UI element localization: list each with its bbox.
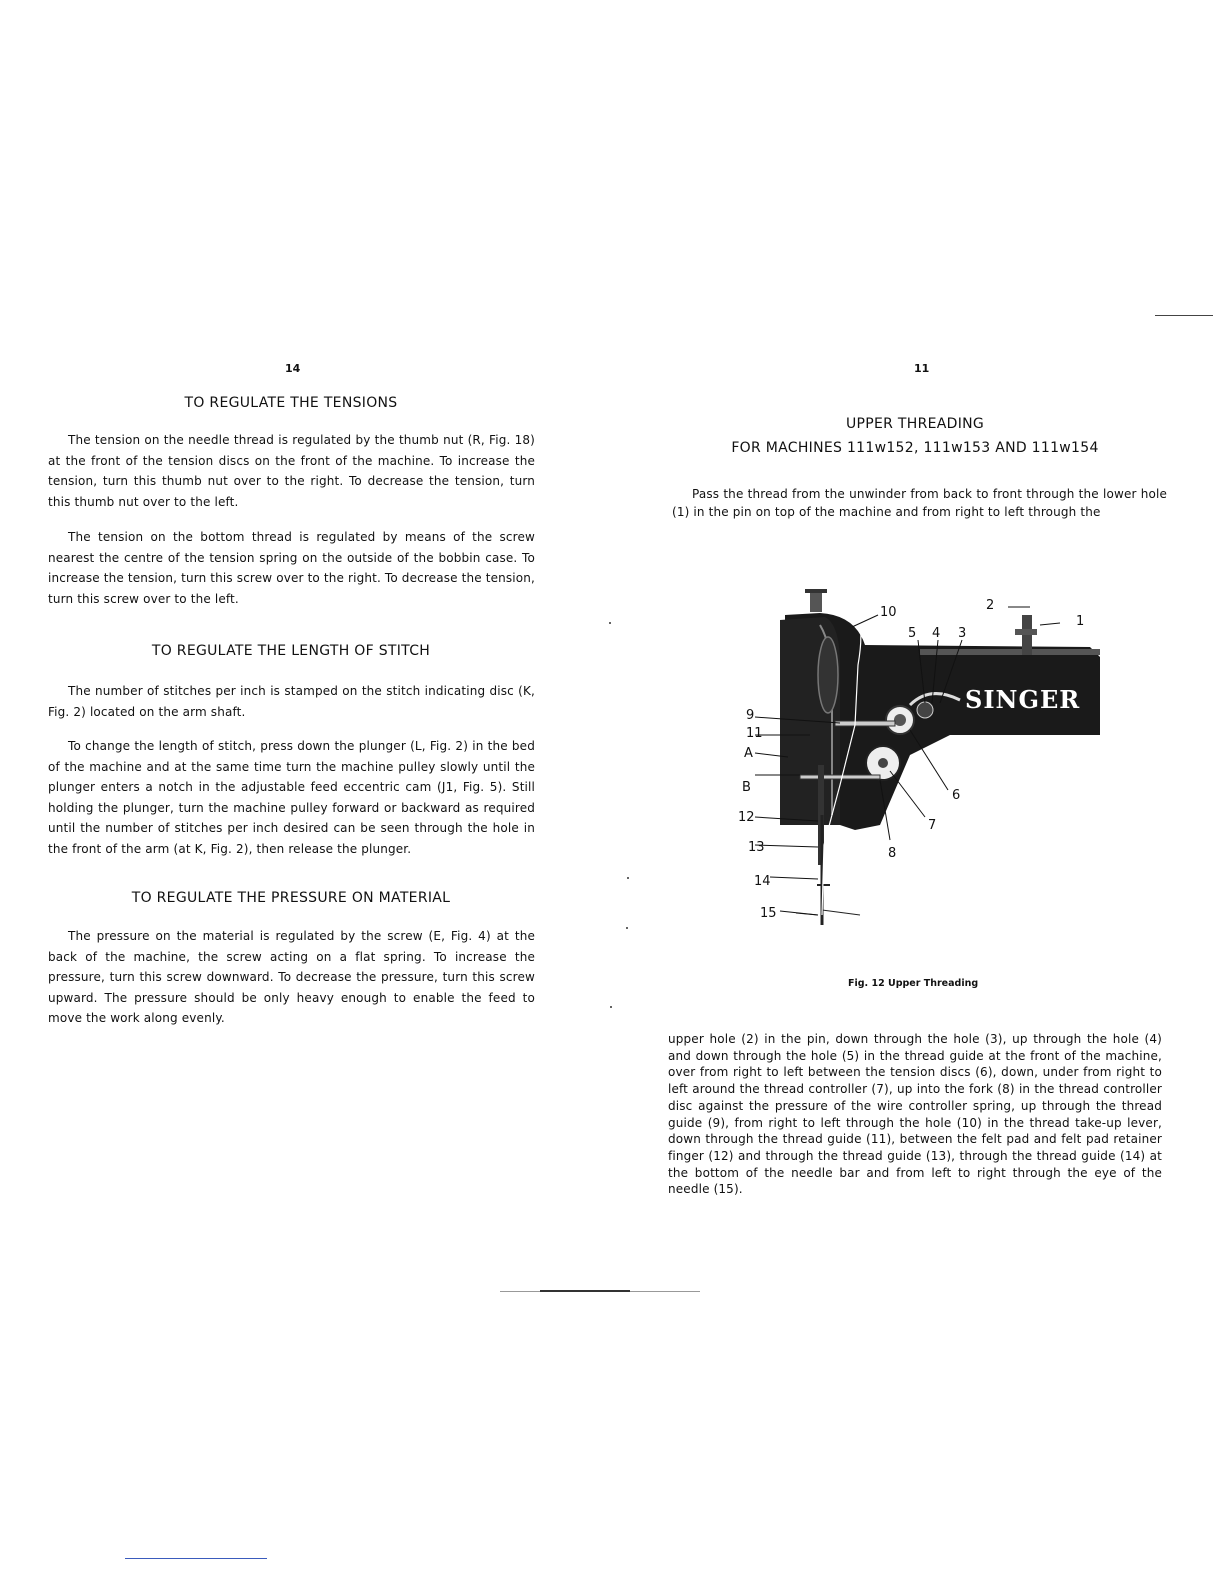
heading-stitch-length: TO REGULATE THE LENGTH OF STITCH [151, 643, 431, 659]
scan-edge-line-bottom [125, 1558, 267, 1559]
gutter-smudge-dark [540, 1290, 630, 1292]
scan-speck [609, 622, 611, 624]
threading-intro: Pass the thread from the unwinder from back to front through the lower hole (1) in the pin on top of the machine and from right to left through the [672, 487, 1167, 519]
scan-edge-line [1155, 315, 1213, 316]
right-page-number: 11 [914, 362, 930, 375]
stitch-paragraph-2: To change the length of stitch, press down the plunger (L, Fig. 2) in the bed of the machine and at the same time turn the machine pulley slowly until the plunger enters a notch in the adjustable feed eccentric cam (J1, Fig. 5). Still holding the plunger, turn the machine pulley forward or backward as required until the number of stitches per inch desired can be seen through the hole in the front of the arm (at K, Fig. 2), then release the plunger. [48, 739, 535, 856]
callout-6: 6 [952, 788, 961, 803]
singer-logo: SINGER [965, 685, 1081, 714]
heading-upper-threading: UPPER THREADING [845, 416, 985, 432]
heading-regulate-tensions: TO REGULATE THE TENSIONS [184, 395, 398, 411]
scan-speck [626, 927, 628, 929]
callout-12: 12 [738, 810, 755, 825]
threading-continuation: upper hole (2) in the pin, down through the hole (3), up through the hole (4) and down through the hole (5) in the thread guide at the front of the machine, over from right to left between the tension discs (6), down, under from right to left around the thread controller (7), up into the fork (8) in the thread controller disc against the pressure of the wire controller spring, up through the thread guide (9), from right to left through the hole (10) in the thread take-up lever, down through the thread guide (11), between the felt pad and felt pad retainer finger (12) and through the thread guide (13), through the thread guide (14) at the bottom of the needle bar and from left to right through the eye of the needle (15). [668, 1032, 1162, 1197]
tension-paragraph-2: The tension on the bottom thread is regulated by means of the screw nearest the centre of the tension spring on the outside of the bobbin case. To increase the tension, turn this screw over to the right. To decrease the tension, turn this screw over to the left. [48, 530, 535, 606]
left-page-number: 14 [285, 362, 301, 375]
callout-3: 3 [958, 626, 967, 641]
heading-machine-models: FOR MACHINES 111w152, 111w153 AND 111w154 [731, 440, 1099, 456]
callout-15: 15 [760, 906, 777, 921]
pressure-paragraph: The pressure on the material is regulated by the screw (E, Fig. 4) at the back of the machine, the screw acting on a flat spring. To increase the pressure, turn this screw downward. To decrease the pressure, turn this screw upward. The pressure should be only heavy enough to enable the feed to move the work along evenly. [48, 929, 535, 1025]
callout-5: 5 [908, 626, 917, 641]
tension-paragraph-1: The tension on the needle thread is regulated by the thumb nut (R, Fig. 18) at the front of the tension discs on the front of the machine. To increase the tension, turn this thumb nut over to the right. To decrease the tension, turn this thumb nut over to the left. [48, 433, 535, 509]
upper-threading-figure [738, 585, 1105, 933]
heading-pressure: TO REGULATE THE PRESSURE ON MATERIAL [131, 890, 451, 906]
callout-10: 10 [880, 605, 897, 620]
callout-4: 4 [932, 626, 941, 641]
scan-speck [627, 877, 629, 879]
callout-8: 8 [888, 846, 897, 861]
stitch-paragraph-1: The number of stitches per inch is stamped on the stitch indicating disc (K, Fig. 2) located on the arm shaft. [48, 684, 535, 719]
scan-speck [610, 1006, 612, 1008]
callout-9: 9 [746, 708, 755, 723]
callout-7: 7 [928, 818, 937, 833]
callout-11: 11 [746, 726, 763, 741]
callout-B: B [742, 780, 751, 795]
callout-14: 14 [754, 874, 771, 889]
callout-A: A [744, 746, 753, 761]
figure-caption: Fig. 12 Upper Threading [848, 978, 979, 989]
callout-2: 2 [986, 598, 995, 613]
callout-13: 13 [748, 840, 765, 855]
callout-1: 1 [1076, 614, 1085, 629]
